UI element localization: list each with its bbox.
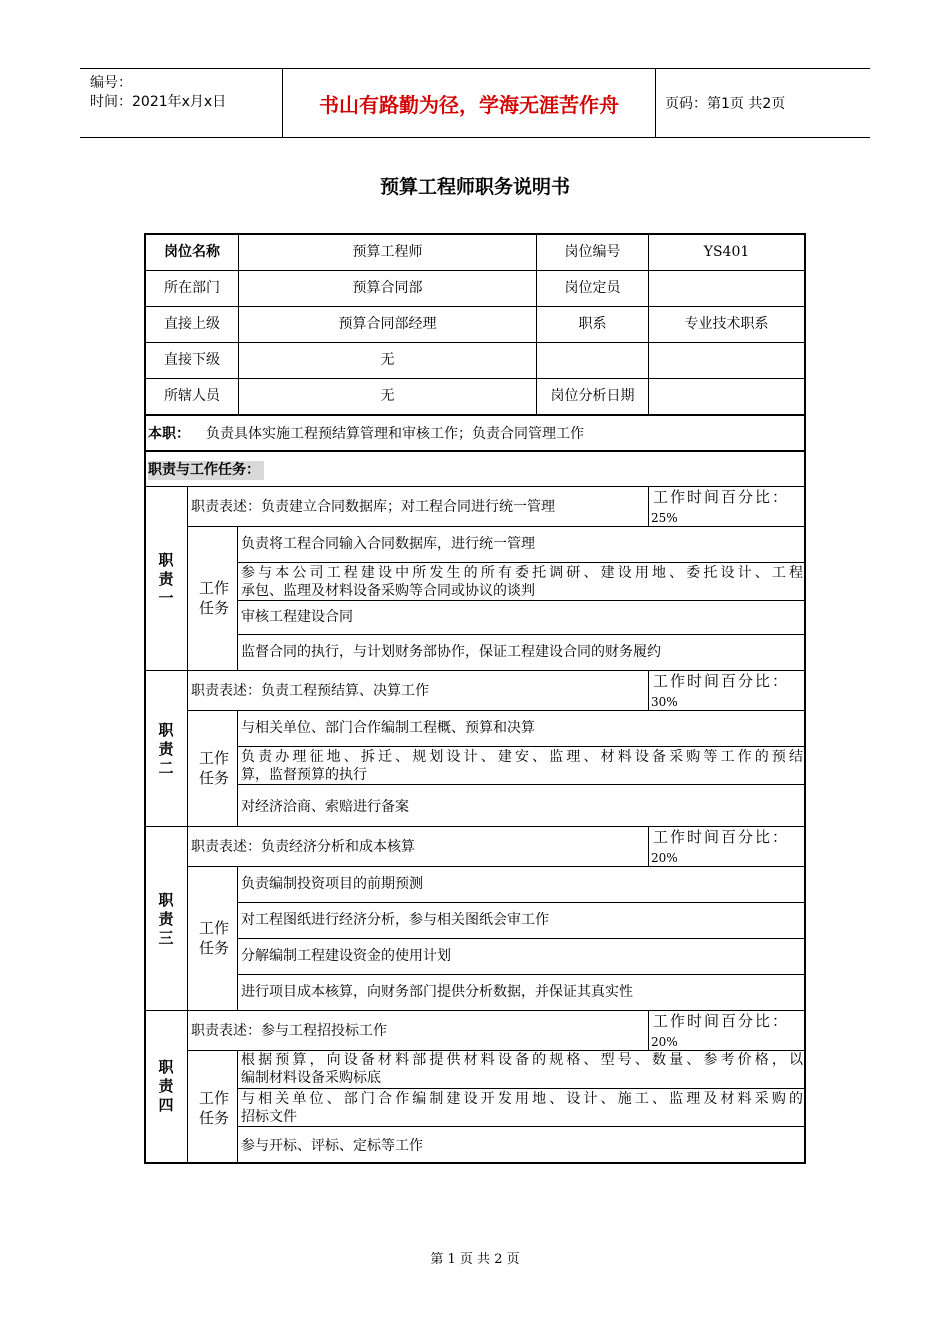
duty-3-task-2: 对工程图纸进行经济分析，参与相关图纸会审工作: [241, 912, 549, 928]
duty-1-label: [156, 551, 176, 608]
duty-1-percent-label: 工作时间百分比：: [653, 488, 790, 506]
duty-3-task-1: 负责编制投资项目的前期预测: [241, 876, 423, 892]
duty-2-label: [156, 721, 176, 778]
page-header: [80, 68, 870, 138]
page-footer: 第 1 页 共 2 页: [430, 1252, 520, 1267]
duty-1-task-3: 审核工程建设合同: [241, 609, 353, 625]
duty-2-percent-label: 工作时间百分比：: [653, 672, 790, 690]
duty-3-percent-label: 工作时间百分比：: [653, 828, 790, 846]
motto: 书山有路勤为径，学海无涯苦作舟: [282, 69, 656, 137]
duty-2-task-label: 工作 任务: [198, 749, 229, 787]
duty-3-task-label: 工作 任务: [198, 919, 229, 957]
series-label: 职系: [578, 316, 607, 332]
staff-value: 无: [380, 388, 395, 404]
duty-summary-text: 负责具体实施工程预结算管理和审核工作；负责合同管理工作: [206, 426, 584, 442]
duty-3-task-3: 分解编制工程建设资金的使用计划: [241, 948, 451, 964]
quota-label: 岗位定员: [564, 280, 621, 296]
superior-value: 预算合同部经理: [338, 316, 437, 332]
duty-1-percent: 25%: [651, 511, 678, 525]
series-value: 专业技术职系: [684, 316, 769, 332]
duty-2-statement: 职责表述：负责工程预结算、决算工作: [191, 683, 429, 699]
duty-4-name: 职 责 四: [158, 1058, 174, 1114]
dept-label: 所在部门: [164, 280, 220, 296]
duty-summary-label: 本职：: [148, 426, 190, 442]
superior-label: 直接上级: [164, 316, 220, 332]
job-description-table: [144, 233, 806, 1164]
duty-2-task-2: 负责办理征地、拆迁、规划设计、建安、监理、材料设备采购等工作的预结 算，监督预算的执行: [241, 749, 803, 783]
staff-label: 所辖人员: [164, 388, 220, 404]
time-label: 时间：2021年x月x日: [90, 94, 227, 110]
number-label: 编号：: [90, 75, 132, 91]
dept-value: 预算合同部: [352, 280, 423, 296]
header-meta: [80, 69, 282, 137]
analysis-date-label: 岗位分析日期: [550, 388, 635, 404]
duty-1-task-2: 参与本公司工程建设中所发生的所有委托调研、建设用地、委托设计、工程 承包、监理及材料设备采购等合同或协议的谈判: [241, 565, 803, 599]
duty-4-task-2: 与相关单位、部门合作编制建设开发用地、设计、施工、监理及材料采购的 招标文件: [241, 1091, 803, 1125]
duty-2-percent: 30%: [651, 695, 678, 709]
duty-3-label: [156, 891, 176, 948]
duty-4-percent: 20%: [651, 1035, 678, 1049]
duty-3-statement: 职责表述：负责经济分析和成本核算: [191, 839, 415, 855]
duty-3-percent: 20%: [651, 851, 678, 865]
post-name-label: 岗位名称: [164, 244, 220, 260]
duties-header: 职责与工作任务：: [148, 461, 264, 480]
duty-1-name: 职 责 一: [158, 551, 174, 607]
duty-2-task-1: 与相关单位、部门合作编制工程概、预算和决算: [241, 720, 535, 736]
duty-3-name: 职 责 三: [158, 891, 174, 947]
subordinate-value: 无: [380, 352, 395, 368]
duty-2-task-3: 对经济洽商、索赔进行备案: [241, 799, 409, 815]
duty-4-task-3: 参与开标、评标、定标等工作: [241, 1138, 423, 1154]
duty-4-task-1: 根据预算，向设备材料部提供材料设备的规格、型号、数量、参考价格，以 编制材料设备采购标底: [241, 1052, 803, 1086]
duty-4-statement: 职责表述：参与工程招投标工作: [191, 1023, 387, 1039]
duty-1-statement: 职责表述：负责建立合同数据库；对工程合同进行统一管理: [191, 499, 555, 515]
post-name-value: 预算工程师: [352, 244, 423, 260]
document-title: 预算工程师职务说明书: [379, 176, 570, 198]
duty-4-label: [156, 1058, 176, 1115]
post-no-value: YS401: [703, 244, 750, 260]
duty-1-task-4: 监督合同的执行，与计划财务部协作，保证工程建设合同的财务履约: [241, 644, 661, 660]
duty-4-percent-label: 工作时间百分比：: [653, 1012, 790, 1030]
duty-4-task-label: 工作 任务: [198, 1089, 229, 1127]
post-no-label: 岗位编号: [564, 244, 621, 260]
duty-1-task-label: 工作 任务: [198, 579, 229, 617]
duty-2-name: 职 责 二: [158, 721, 174, 777]
duty-1-task-1: 负责将工程合同输入合同数据库，进行统一管理: [241, 536, 535, 552]
subordinate-label: 直接下级: [164, 352, 220, 368]
page-code: 页码：第1页 共2页: [665, 96, 786, 112]
duty-3-task-4: 进行项目成本核算，向财务部门提供分析数据，并保证其真实性: [241, 984, 633, 1000]
